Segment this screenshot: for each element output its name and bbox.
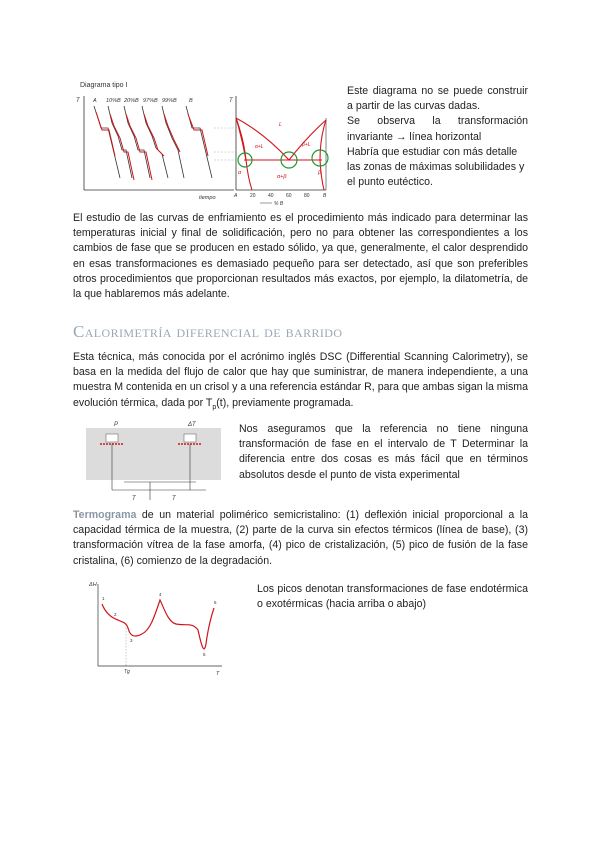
- label-delta-t: ΔT: [188, 422, 196, 428]
- dsc-reference-note: Nos aseguramos que la referencia no tiene ninguna transformación de fase en el intervalo de T Determinar la diferencia entre dos cosas es más fácil que en términos absolutos desde el punto de vista experimental: [239, 423, 528, 481]
- label-p: P: [114, 422, 119, 428]
- comp-axis-label: % B: [274, 201, 284, 207]
- curve-label-10b: 10%B: [106, 98, 121, 104]
- thermogram-yaxis: ΔH: [89, 582, 97, 588]
- peak-3: 3: [130, 638, 133, 643]
- tick-40: 40: [268, 193, 274, 199]
- xaxis-tiempo: tiempo: [199, 195, 216, 201]
- phase-beta-l: β+L: [302, 142, 311, 148]
- thermogram-note: Los picos denotan transformaciones de fase endotérmica o exotérmicas (hacia arriba o abajo): [257, 583, 528, 611]
- termograma-term: Termograma: [73, 509, 137, 521]
- phase-l: L: [279, 122, 283, 128]
- phase-alpha-l: α+L: [255, 144, 264, 150]
- peak-4: 4: [159, 592, 162, 597]
- thermogram-tg: Tg: [124, 669, 130, 675]
- figure1-notes: [347, 84, 528, 190]
- dsc-text: Esta técnica, más conocida por el acrónimo inglés DSC (Differential Scanning Calorimetry), se basa en la medida del flujo de calor que hay que suministrar, de manera independiente, a una muestra M contenida en un crisol y a una referencia estándar R, para que ambas sigan la misma evolución térmica, dada por T: [73, 351, 528, 409]
- phase-alpha-beta: α+β: [277, 174, 287, 180]
- axis-t-left: T: [76, 98, 80, 104]
- dsc-cell-figure: [86, 420, 221, 505]
- tick-60: 60: [286, 193, 292, 199]
- curve-label-a: A: [93, 98, 97, 104]
- cooling-curves-red: [96, 112, 208, 180]
- peak-1: 1: [102, 596, 105, 601]
- paragraph-cooling-curves: El estudio de las curvas de enfriamiento es el procedimiento más indicado para determinar las temperaturas inicial y final de solidificación, pero no para obtener las correspondientes a los cambios de fase que se producen en estado sólido, ya que, generalmente, el calor desprendido en esas transformaciones es demasiado pequeño para ser detectado, así que son preferibles otros procedimientos que proporcionan resultados más exactos, por ejemplo, la dilatometría, de la que hablaremos más adelante.: [73, 212, 528, 301]
- curve-label-99b: 99%B: [162, 98, 177, 104]
- tick-a: A: [234, 193, 238, 199]
- phase-beta: β: [318, 170, 322, 176]
- dsc-subscript: p: [212, 403, 217, 411]
- thermogram-curve: [102, 600, 214, 649]
- curve-label-97b: 97%B: [143, 98, 158, 104]
- termograma-text: de un material polimérico semicristalino: (1) deflexión inicial proporcional a la capacidad térmica de la muestra, (2) parte de la curva sin efectos térmicos (línea de base), (3) transformación vítrea de la fase amorfa, (4) pico de cristalización, (5) pico de fusión de la fase cristalina, (6) comienzo de la degradación.: [73, 509, 528, 567]
- note-construct: Este diagrama no se puede construir a partir de las curvas dadas.: [347, 85, 528, 113]
- note-invariant: Se observa la transformación invariante → línea horizontal: [347, 115, 528, 143]
- figure1-title: Diagrama tipo I: [80, 82, 128, 89]
- note-study: Habría que estudiar con más detalle las zonas de máximas solubilidades y el punto eutéctico.: [347, 145, 525, 189]
- tick-20: 20: [250, 193, 256, 199]
- peak-6: 6: [214, 600, 217, 605]
- section-heading: Calorimetría diferencial de barrido: [73, 322, 343, 341]
- label-ts: T: [132, 496, 136, 502]
- highlight-circles: [238, 150, 328, 168]
- phase-alpha: α: [238, 170, 242, 176]
- label-tm: T: [172, 496, 176, 502]
- paragraph-dsc: [73, 350, 528, 415]
- dsc-text-end: (t), previamente programada.: [216, 396, 354, 409]
- cooling-curves-figure: [74, 78, 336, 208]
- thermogram-figure: [88, 578, 228, 678]
- axis-t-right: T: [229, 98, 233, 104]
- peak-5: 5: [203, 652, 206, 657]
- tick-b: B: [323, 193, 327, 199]
- curve-label-b: B: [189, 98, 193, 104]
- paragraph-termograma: [73, 508, 528, 569]
- thermogram-xaxis: T: [216, 671, 220, 677]
- peak-2: 2: [114, 612, 117, 617]
- tick-80: 80: [304, 193, 310, 199]
- curve-label-20b: 20%B: [124, 98, 139, 104]
